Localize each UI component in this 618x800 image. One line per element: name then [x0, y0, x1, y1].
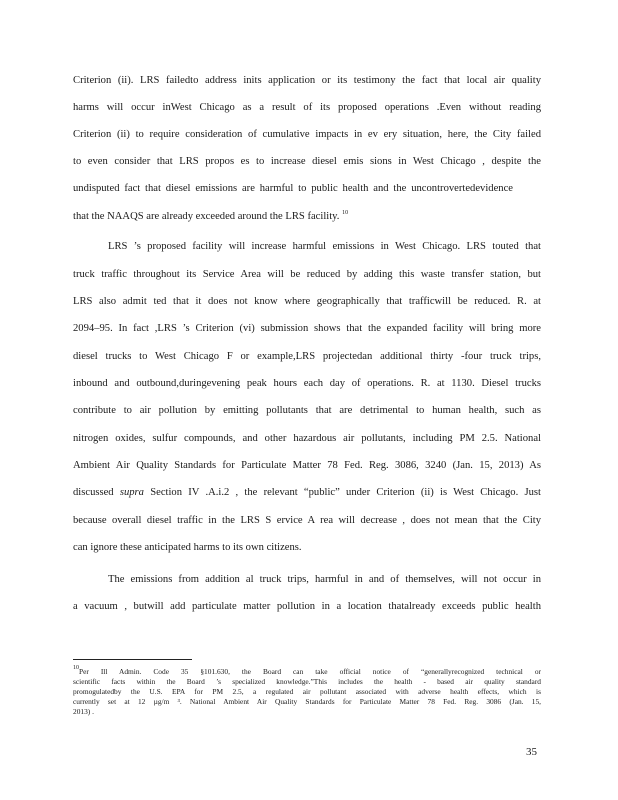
body-line: LRS also admit ted that it does not know where geographically that trafficwill be reduced. R. at — [73, 296, 541, 307]
footnote-line: currently set at 12 µg/m ³. National Ambient Air Quality Standards for Particulate Matter 78 Fed. Reg. 3086 (Jan. 15, — [73, 697, 541, 706]
body-line: to even consider that LRS propos es to increase diesel emis sions in West Chicago , despite the — [73, 156, 541, 167]
page-number: 35 — [526, 746, 537, 758]
body-line: harms will occur inWest Chicago as a result of its proposed operations .Even without reading — [73, 102, 541, 113]
footnote-line: scientific facts within the Board ’s specialized knowledge.”This includes the health - based air quality standard — [73, 677, 541, 686]
body-line: LRS ’s proposed facility will increase harmful emissions in West Chicago. LRS touted that — [108, 241, 541, 252]
body-line: truck traffic throughout its Service Area will be reduced by adding this waste transfer station, but — [73, 269, 541, 280]
body-line: diesel trucks to West Chicago F or example,LRS projectedan additional thirty -four truck trips, — [73, 351, 541, 362]
body-line: nitrogen oxides, sulfur compounds, and other hazardous air pollutants, including PM 2.5. National — [73, 433, 541, 444]
footnote-line: 2013) . — [73, 707, 94, 716]
body-line — [73, 210, 541, 223]
footnote-marker: 10 — [73, 665, 79, 671]
body-line: The emissions from addition al truck trips, harmful in and of themselves, will not occur in — [108, 574, 541, 585]
body-line: Ambient Air Quality Standards for Particulate Matter 78 Fed. Reg. 3086, 3240 (Jan. 15, 2013) As — [73, 460, 541, 471]
footnote-separator — [73, 659, 192, 660]
body-line-text: Section IV .A.i.2 , the relevant “public” under Criterion (ii) is West Chicago. Just — [150, 487, 541, 498]
body-line: inbound and outbound,duringevening peak hours each day of operations. R. at 1130. Diesel trucks — [73, 378, 541, 389]
body-line — [73, 486, 541, 499]
body-line: contribute to air pollution by emitting pollutants that are detrimental to human health, such as — [73, 405, 541, 416]
body-line: because overall diesel traffic in the LRS S ervice A rea will decrease , does not mean that the City — [73, 515, 541, 526]
footnote-line: promogulatedby the U.S. EPA for PM 2.5, a regulated air pollutant associated with adverse health effects, which is — [73, 687, 541, 696]
body-line-text: discussed — [73, 487, 114, 498]
body-line: Criterion (ii) to require consideration of cumulative impacts in ev ery situation, here, the City failed — [73, 129, 541, 140]
body-line: can ignore these anticipated harms to its own citizens. — [73, 542, 302, 553]
footnote-text: Per Ill Admin. Code 35 §101.630, the Board can take official notice of “generallyrecognized technical or — [79, 667, 541, 676]
footnote-reference: 10 — [342, 210, 349, 216]
body-line: Criterion (ii). LRS failedto address inits application or its testimony the fact that local air quality — [73, 75, 541, 86]
body-line-text: that the NAAQS are already exceeded around the LRS facility. — [73, 211, 340, 222]
footnote-line — [73, 667, 541, 677]
body-line: undisputed fact that diesel emissions are harmful to public health and the uncontrovertedevidence — [73, 183, 513, 194]
italic-citation-signal: supra — [119, 487, 144, 498]
body-line: a vacuum , butwill add particulate matter pollution in a location thatalready exceeds public health — [73, 601, 541, 612]
body-line: 2094–95. In fact ,LRS ’s Criterion (vi) submission shows that the expanded facility will bring more — [73, 323, 541, 334]
